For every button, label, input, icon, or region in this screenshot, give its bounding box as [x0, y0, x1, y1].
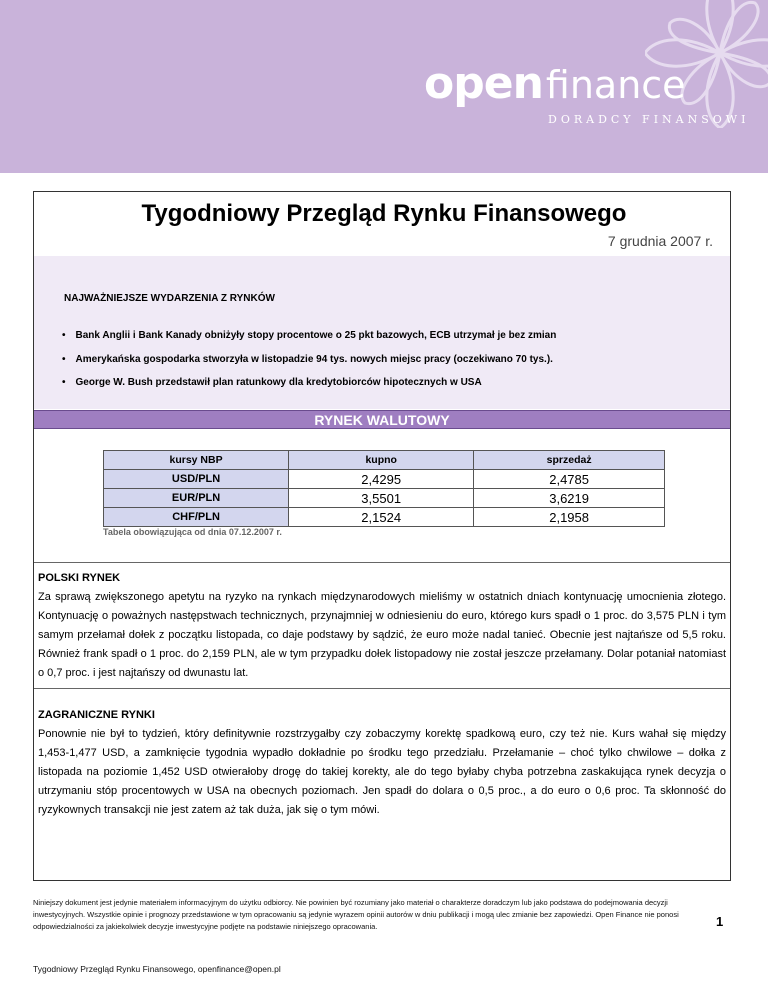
highlight-item: • George W. Bush przedstawił plan ratunkowy dla kredytobiorców hipotecznych w USA: [62, 377, 556, 401]
logo-open-text: open: [424, 58, 543, 109]
foreign-markets-text: Ponownie nie był to tydzień, który definitywnie rozstrzygałby czy zobaczymy korektę spadkową euro, czy też nie. Kurs wahał się między 1,453-1,477 USD, a zamknięcie tygodnia wypadło dokładnie po środku tego przedziału. Przełamanie – choć tylko chwilowe – dołka z listopada na poziomie 1,452 USD otwierałoby drogę do takiej korekty, ale do tego byłaby chyba potrzebna zaskakująca rynek decyzja o utrzymaniu stóp procentowych w USA na obecnych poziomach. Jen spadł do dolara o 0,5 proc., a do euro o 0,6 proc. Ta skłonność do ryzykownych transakcji nie jest zatem aż tak duża, jak się o tym mówi.: [38, 728, 726, 816]
fx-section-title: RYNEK WALUTOWY: [34, 410, 730, 429]
sell-cell: 2,4785: [474, 470, 665, 489]
brand-logo: [424, 58, 686, 108]
foreign-markets-section: [38, 706, 726, 820]
highlight-item: • Amerykańska gospodarka stworzyła w listopadzie 94 tys. nowych miejsc pracy (oczekiwano 70 tys.).: [62, 354, 556, 378]
fx-rates-table: [103, 450, 665, 527]
table-row: [104, 508, 665, 527]
col-header-rates: kursy NBP: [104, 451, 289, 470]
col-header-sell: sprzedaż: [474, 451, 665, 470]
logo-finance-text: finance: [545, 63, 686, 107]
highlights-list: [62, 330, 556, 401]
highlight-item: • Bank Anglii i Bank Kanady obniżyły stopy procentowe o 25 pkt bazowych, ECB utrzymał je bez zmian: [62, 330, 556, 354]
pair-cell: USD/PLN: [104, 470, 289, 489]
highlights-title: NAJWAŻNIEJSZE WYDARZENIA Z RYNKÓW: [64, 293, 275, 304]
pair-cell: CHF/PLN: [104, 508, 289, 527]
buy-cell: 2,4295: [289, 470, 474, 489]
sell-cell: 3,6219: [474, 489, 665, 508]
document-date: 7 grudnia 2007 r.: [607, 233, 713, 249]
pair-cell: EUR/PLN: [104, 489, 289, 508]
section-divider: [34, 688, 730, 689]
document-title: Tygodniowy Przegląd Rynku Finansowego: [141, 200, 627, 227]
sell-cell: 2,1958: [474, 508, 665, 527]
buy-cell: 2,1524: [289, 508, 474, 527]
footer-contact: Tygodniowy Przegląd Rynku Finansowego, openfinance@open.pl: [33, 964, 281, 974]
page-number: 1: [716, 914, 724, 929]
col-header-buy: kupno: [289, 451, 474, 470]
table-row: [104, 489, 665, 508]
polish-market-section: [38, 569, 726, 683]
brand-tagline: DORADCY FINANSOWI: [548, 113, 750, 126]
table-row: [104, 470, 665, 489]
polish-market-heading: POLSKI RYNEK: [38, 572, 121, 584]
section-divider: [34, 562, 730, 563]
table-note: Tabela obowiązująca od dnia 07.12.2007 r.: [103, 527, 282, 537]
header-band: [0, 0, 768, 173]
foreign-markets-heading: ZAGRANICZNE RYNKI: [38, 709, 155, 721]
polish-market-text: Za sprawą zwiększonego apetytu na ryzyko na rynkach międzynarodowych mieliśmy w ostatnich dniach kontynuację umocnienia złotego. Kontynuację o poważnych następstwach technicznych, przynajmniej w odniesieniu do euro, którego kurs spadł o 1 proc. do 3,575 PLN i tym samym przełamał dołek z początku listopada, co daje podstawy by sądzić, że euro może nadal tanieć. Obecnie jest najtańsze od 5,5 roku. Również frank spadł o 1 proc. do 2,159 PLN, ale w tym przypadku dołek listopadowy nie został jeszcze przełamany. Dolar potaniał natomiast o 0,7 proc. i jest najtańszy od dwunastu lat.: [38, 591, 726, 679]
disclaimer: Niniejszy dokument jest jedynie materiałem informacyjnym do użytku odbiorcy. Nie powinien być rozumiany jako materiał o charakterze doradczym lub jako podstawa do podejmowania decyzji inwestycyjnych. Wszystkie opinie i prognozy przedstawione w tym opracowaniu są jedynie wyrazem opinii autorów w dniu publikacji i mogą ulec zmianie bez zapowiedzi. Open Finance nie ponosi odpowiedzialności za jakiekolwiek decyzje inwestycyjne podjęte na podstawie niniejszego opracowania.: [33, 898, 679, 931]
buy-cell: 3,5501: [289, 489, 474, 508]
table-header-row: [104, 451, 665, 470]
